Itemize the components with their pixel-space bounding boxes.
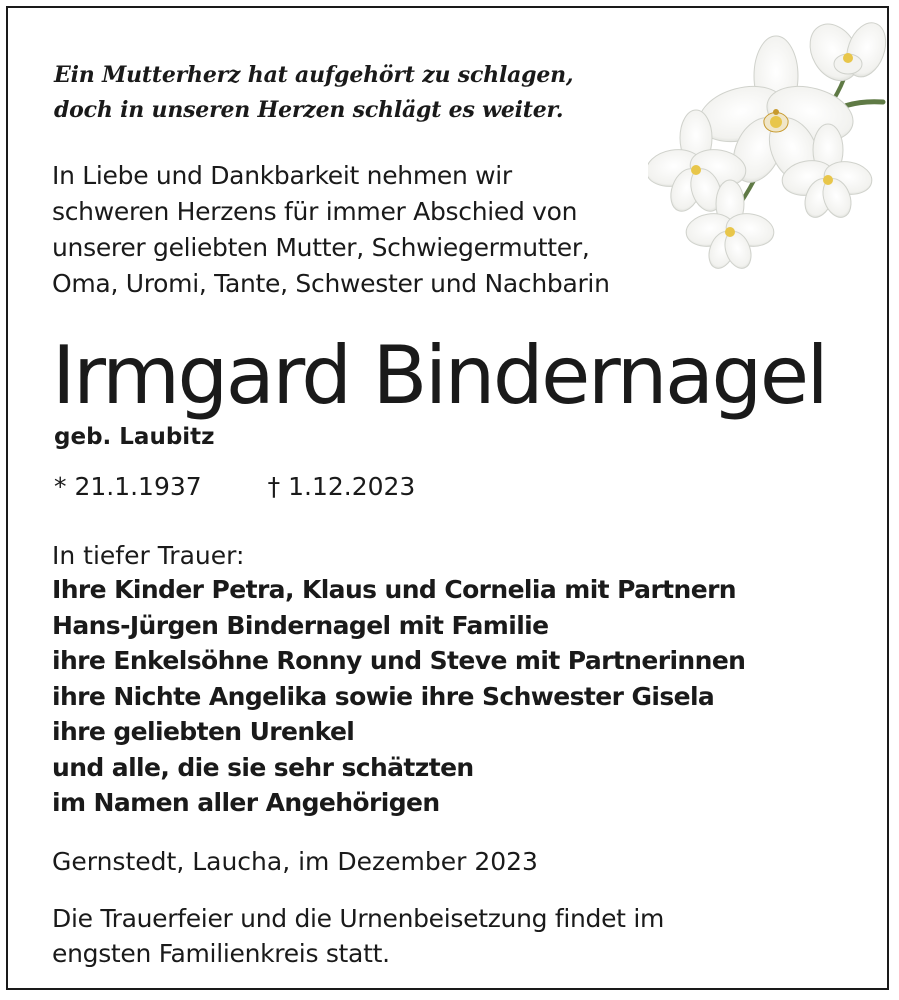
funeral-line: Die Trauerfeier und die Urnenbeisetzung findet im [52,904,665,933]
funeral-line: engsten Familienkreis statt. [52,939,390,968]
motto [54,58,573,128]
motto-line: Ein Mutterherz hat aufgehört zu schlagen, [54,62,574,88]
funeral-info [52,901,664,971]
intro-line: schweren Herzens für immer Abschied von [52,197,578,226]
intro-line: unserer geliebten Mutter, Schwiegermutter, [52,233,590,262]
intro-line: Oma, Uromi, Tante, Schwester und Nachbarin [52,269,610,298]
mourner-line: im Namen aller Angehörigen [52,788,440,817]
mourner-line: ihre Nichte Angelika sowie ihre Schwester Gisela [52,681,715,711]
mourner-line: und alle, die sie sehr schätzten [52,752,474,782]
mourners-list [52,572,745,821]
intro-text [52,158,610,302]
motto-line: doch in unseren Herzen schlägt es weiter. [54,97,564,123]
mourner-line: ihre geliebten Urenkel [52,717,355,746]
maiden-name: geb. Laubitz [54,424,215,450]
mourner-line: Ihre Kinder Petra, Klaus und Cornelia mit Partnern [52,575,737,604]
birth-date: * 21.1.1937 [54,472,202,501]
obituary-notice [6,6,889,990]
mourner-line: Hans-Jürgen Bindernagel mit Familie [52,610,549,640]
mourner-line: ihre Enkelsöhne Ronny und Steve mit Partnerinnen [52,646,746,675]
place-and-date: Gernstedt, Laucha, im Dezember 2023 [52,847,538,876]
orchid-image [648,16,888,278]
death-date: † 1.12.2023 [267,472,416,501]
deceased-name: Irmgard Bindernagel [52,329,827,422]
intro-line: In Liebe und Dankbarkeit nehmen wir [52,161,512,190]
mourning-heading: In tiefer Trauer: [52,541,245,570]
life-dates [54,470,415,504]
